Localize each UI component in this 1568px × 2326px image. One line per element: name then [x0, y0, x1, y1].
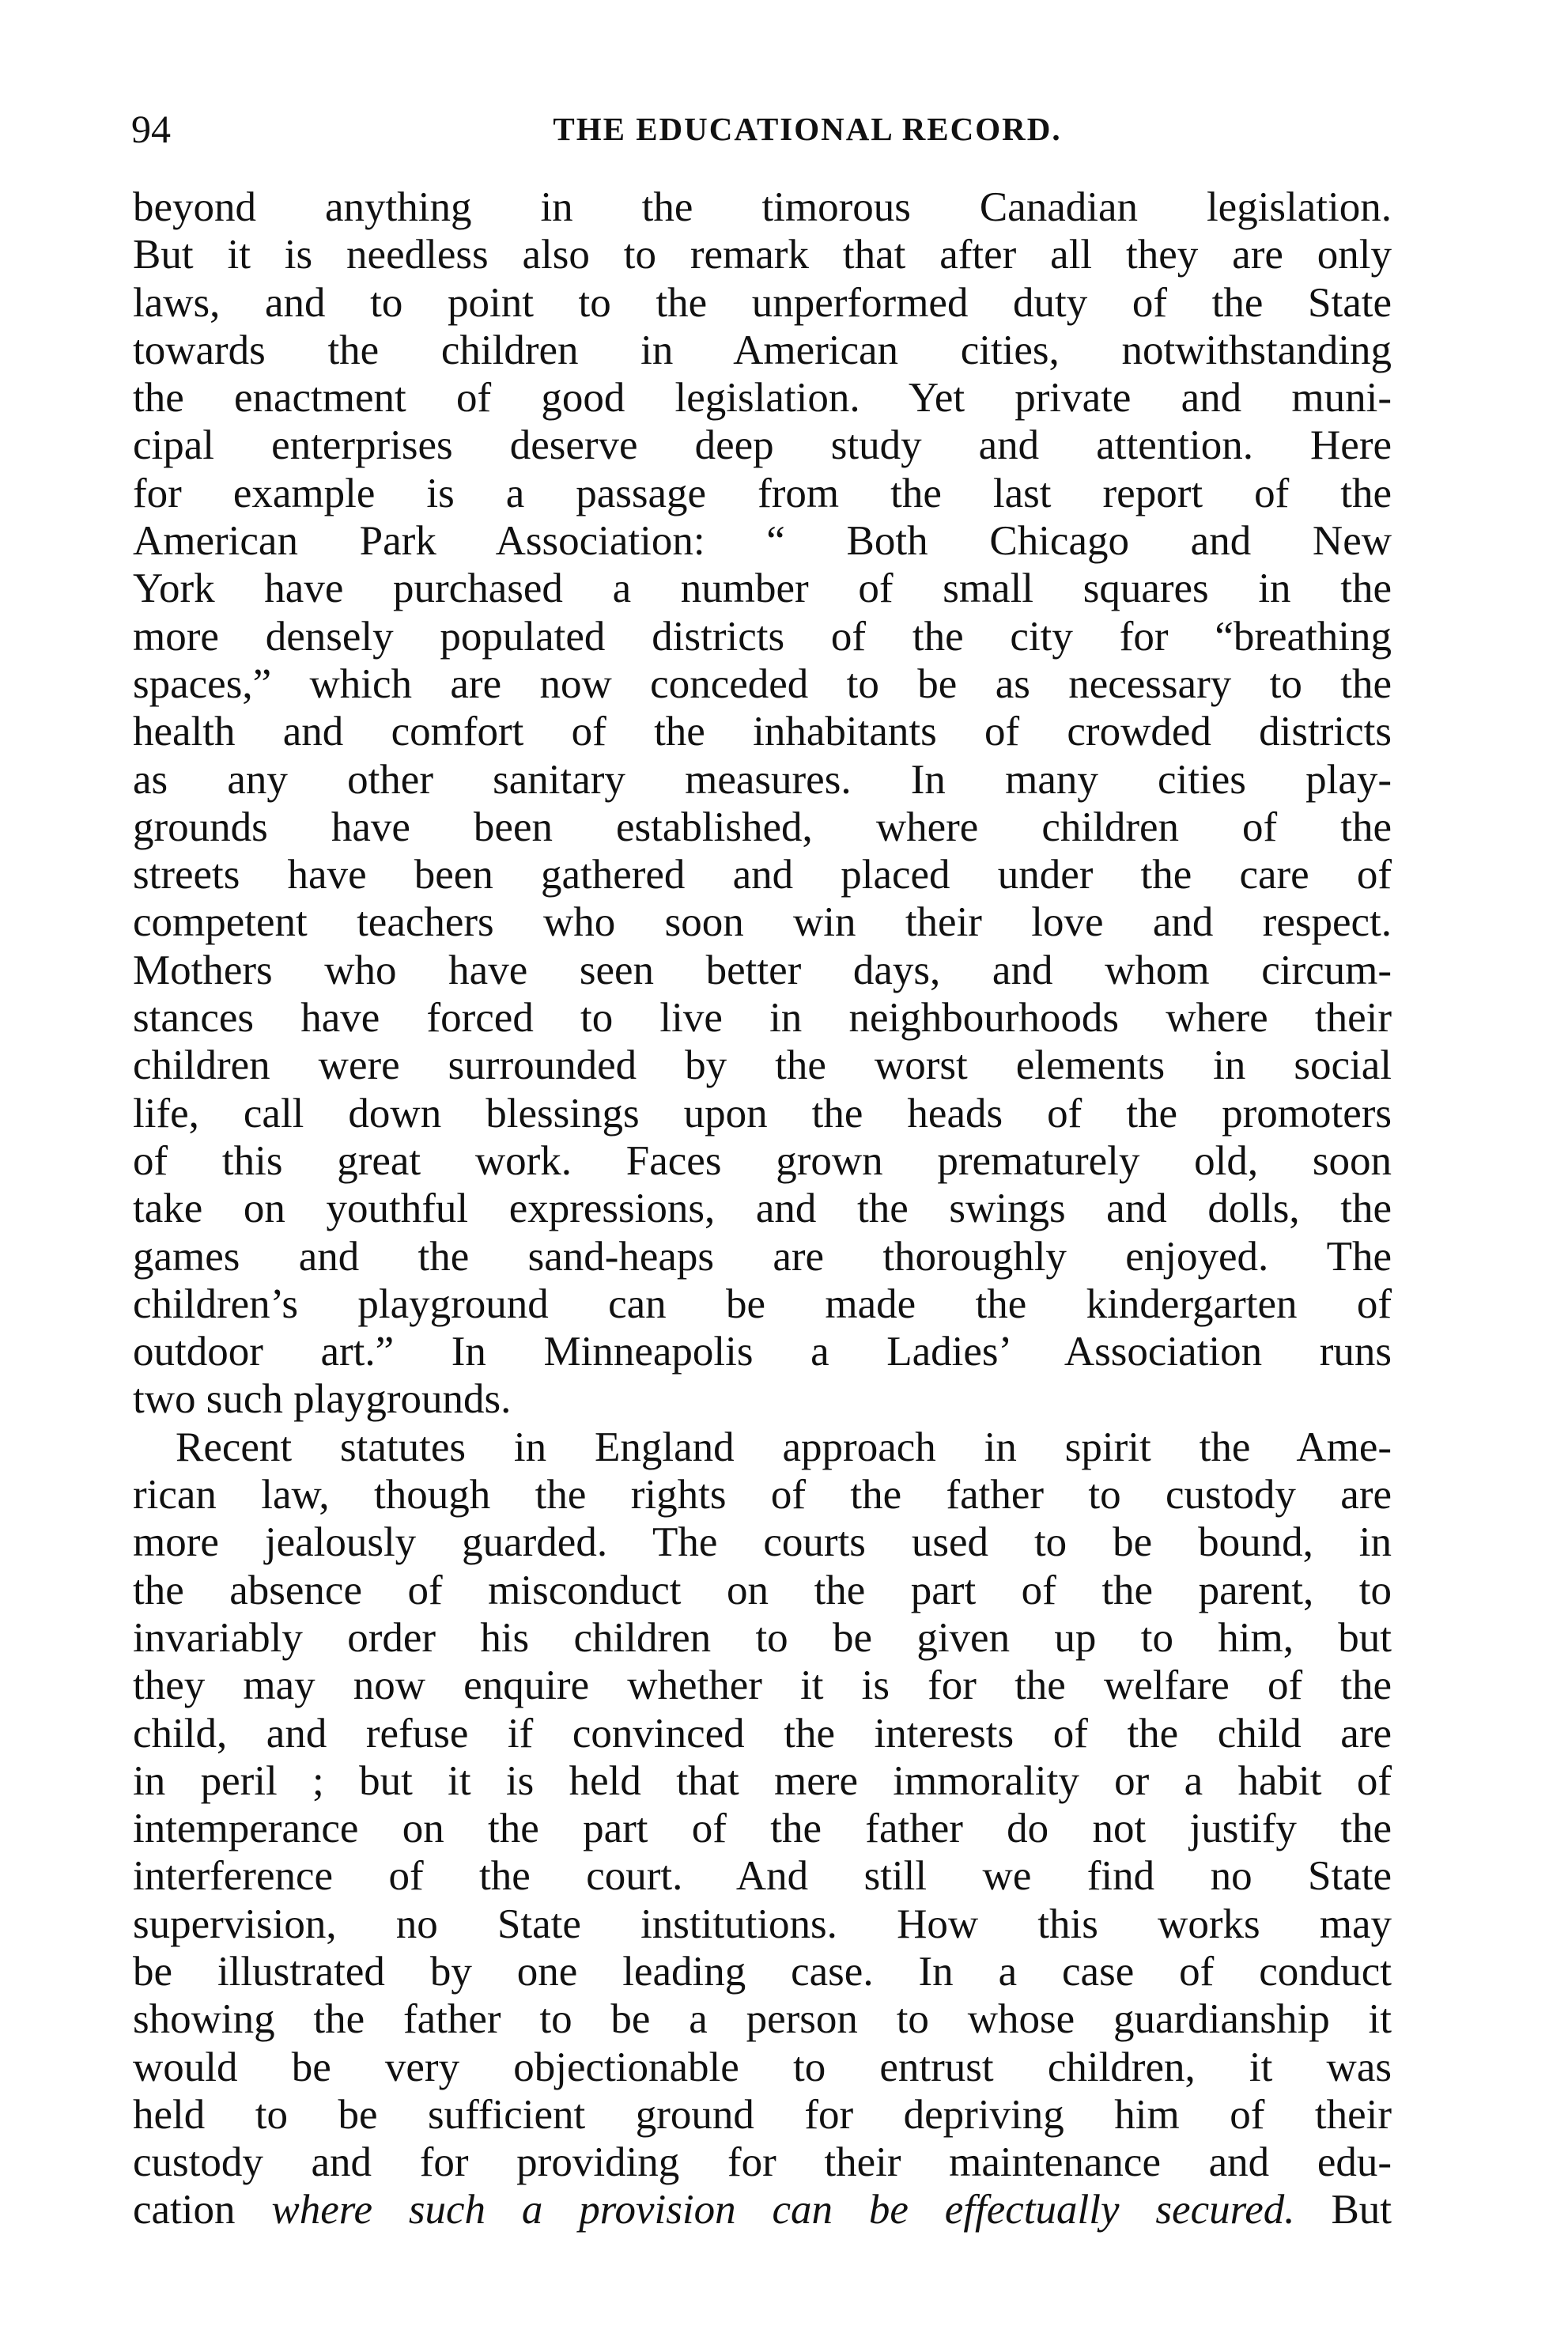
text-line: spaces,” which are now conceded to be as necessary to the [133, 660, 1392, 707]
text-line: intemperance on the part of the father do not justify the [133, 1806, 1392, 1852]
text-line: outdoor art.” In Minneapolis a Ladies’ Association runs [133, 1329, 1392, 1375]
text-line: would be very objectionable to entrust children, it was [133, 2044, 1392, 2090]
text-line: York have purchased a number of small squares in the [133, 565, 1392, 612]
text-line: child, and refuse if convinced the interests of the child are [133, 1710, 1392, 1757]
paragraph-start-line: Recent statutes in England approach in spirit the Ame- [176, 1424, 1392, 1470]
text-line: be illustrated by one leading case. In a case of conduct [133, 1948, 1392, 1995]
italic-phrase: where such a provision can be effectually secured. [271, 2187, 1295, 2233]
text-line: children’s playground can be made the kindergarten of [133, 1280, 1392, 1327]
text-line: interference of the court. And still we find no State [133, 1853, 1392, 1900]
final-line-lead: cation [133, 2187, 236, 2233]
text-line: invariably order his children to be given up to him, but [133, 1614, 1392, 1661]
text-line: of this great work. Faces grown prematurely old, soon [133, 1137, 1392, 1184]
text-line: games and the sand-heaps are thoroughly enjoyed. The [133, 1233, 1392, 1280]
text-line: in peril ; but it is held that mere immorality or a habit of [133, 1757, 1392, 1804]
text-line: more jealously guarded. The courts used to be bound, in [133, 1519, 1392, 1566]
text-line: held to be sufficient ground for depriving him of their [133, 2091, 1392, 2138]
text-line: the absence of misconduct on the part of the parent, to [133, 1567, 1392, 1613]
text-line: streets have been gathered and placed under the care of [133, 852, 1392, 898]
text-line: life, call down blessings upon the heads of the promoters [133, 1090, 1392, 1137]
final-line-trail: But [1331, 2187, 1392, 2233]
text-line: the enactment of good legislation. Yet private and muni- [133, 375, 1392, 422]
text-line: cipal enterprises deserve deep study and attention. Here [133, 422, 1392, 469]
text-line: supervision, no State institutions. How this works may [133, 1901, 1392, 1947]
body-text [133, 183, 1392, 2234]
text-line: more densely populated districts of the city for “breathing [133, 613, 1392, 660]
text-line: take on youthful expressions, and the swings and dolls, the [133, 1186, 1392, 1232]
text-line: as any other sanitary measures. In many cities play- [133, 756, 1392, 803]
final-text-line [133, 2186, 1392, 2233]
text-line: laws, and to point to the unperformed duty of the State [133, 279, 1392, 326]
text-line: custody and for providing for their maintenance and edu- [133, 2139, 1392, 2186]
text-line: But it is needless also to remark that after all they are only [133, 232, 1392, 278]
text-line: for example is a passage from the last report of the [133, 470, 1392, 516]
text-line: Mothers who have seen better days, and whom circum- [133, 947, 1392, 993]
text-line: competent teachers who soon win their love and respect. [133, 899, 1392, 946]
text-line: American Park Association: “ Both Chicago and New [133, 518, 1392, 565]
text-line: grounds have been established, where children of the [133, 804, 1392, 850]
text-line: beyond anything in the timorous Canadian legislation. [133, 184, 1392, 230]
text-line: children were surrounded by the worst elements in social [133, 1042, 1392, 1089]
text-line: they may now enquire whether it is for the welfare of the [133, 1662, 1392, 1709]
text-line: showing the father to be a person to whose guardianship it [133, 1996, 1392, 2043]
text-line: stances have forced to live in neighbourhoods where their [133, 995, 1392, 1042]
text-line: health and comfort of the inhabitants of crowded districts [133, 709, 1392, 755]
text-line: rican law, though the rights of the father to custody are [133, 1472, 1392, 1519]
journal-title: THE EDUCATIONAL RECORD. [553, 111, 1062, 147]
running-head [131, 101, 1389, 157]
paragraph-end-line: two such playgrounds. [133, 1376, 512, 1423]
text-line: towards the children in American cities, notwithstanding [133, 327, 1392, 373]
page-number: 94 [131, 107, 171, 151]
